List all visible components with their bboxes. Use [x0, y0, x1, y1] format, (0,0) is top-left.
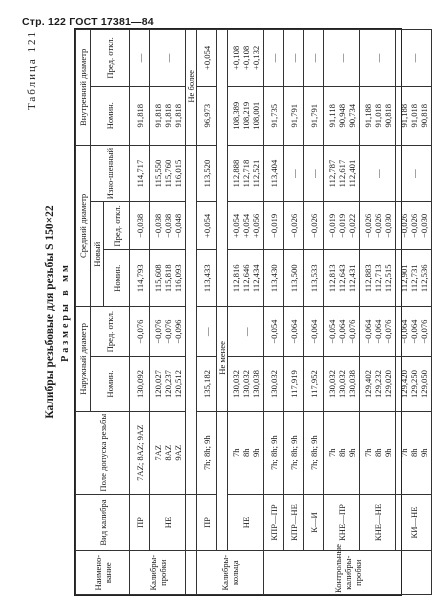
- outer-deviation: −0,054: [264, 307, 284, 357]
- table-row: [324, 30, 360, 595]
- middle-worn: 113,404: [264, 145, 284, 202]
- middle-worn: —: [396, 145, 432, 202]
- middle-deviation: −0,019: [264, 202, 284, 250]
- blank-cell: [217, 30, 228, 307]
- middle-worn: 114,717: [130, 145, 150, 202]
- middle-worn: —: [360, 145, 396, 202]
- outer-deviation: −0,076 −0,076 −0,096: [150, 307, 186, 357]
- inner-nominal: 91,735: [264, 86, 284, 145]
- table-row: [264, 30, 284, 595]
- table-row: [228, 30, 264, 595]
- table-body: [130, 30, 432, 595]
- tolerance-field: 7h 8h 9h: [228, 411, 264, 494]
- middle-nominal: 113,533: [304, 250, 324, 307]
- middle-nominal: 114,793: [130, 250, 150, 307]
- outer-deviation: —: [228, 307, 264, 357]
- tolerance-field: 7AZ 8AZ 9AZ: [150, 411, 186, 494]
- tolerance-field: 7h; 8h; 9h: [264, 411, 284, 494]
- not-more-label: Не более: [186, 30, 197, 146]
- table-row: [304, 30, 324, 595]
- tolerance-field: 7h 8h 9h: [360, 411, 396, 494]
- blank-cell: [186, 494, 197, 551]
- col-field-header: Поле допуска резьбы: [76, 411, 130, 494]
- inner-nominal: 91,818: [130, 86, 150, 145]
- middle-worn-header: Изно-шенный: [91, 145, 130, 202]
- rotated-page: [22, 28, 429, 596]
- col-outer-header: Наружный диаметр: [76, 307, 91, 412]
- col-name-header: Наимено-вание: [76, 551, 130, 595]
- page-header: Стр. 122 ГОСТ 17381—84: [22, 16, 154, 28]
- inner-deviation: —: [324, 30, 360, 87]
- header-row-1: [76, 30, 91, 595]
- outer-nominal: 130,092: [130, 357, 150, 412]
- plug-group-label: Калибры-пробки: [130, 551, 186, 595]
- middle-nom-header: Номин.: [104, 250, 130, 307]
- col-inner-header: Внутренний диаметр: [76, 30, 91, 146]
- middle-worn: 113,520: [197, 145, 217, 202]
- middle-nominal: 112,883 112,713 112,515: [360, 250, 396, 307]
- gauge-type: НЕ: [150, 494, 186, 551]
- middle-worn: 112,888 112,718 112,521: [228, 145, 264, 202]
- middle-nominal: 113,433: [197, 250, 217, 307]
- tolerance-field: 7h; 8h; 9h: [304, 411, 324, 494]
- outer-deviation: −0,064 −0,064 −0,076: [360, 307, 396, 357]
- inner-dev-header: Пред. откл.: [91, 30, 130, 87]
- inner-nominal: 91,118 90,948 90,734: [324, 86, 360, 145]
- sub-header-row: [217, 30, 228, 595]
- outer-deviation: −0,054 −0,064 −0,076: [324, 307, 360, 357]
- outer-nominal: 130,032 130,032 130,038: [228, 357, 264, 412]
- middle-deviation: −0,026 −0,026 −0,030: [360, 202, 396, 250]
- table-row: [150, 30, 186, 595]
- outer-nominal: 129,420 129,250 129,050: [396, 357, 432, 412]
- middle-nominal: 113,430: [264, 250, 284, 307]
- inner-deviation: —: [396, 30, 432, 87]
- middle-deviation: +0,054: [197, 202, 217, 250]
- gauge-type: К—И: [304, 494, 324, 551]
- table-row: [360, 30, 396, 595]
- tolerance-field: 7h; 8h; 9h: [284, 411, 304, 494]
- gauge-type: ПР: [197, 494, 217, 551]
- gauge-type: КПР—ПР: [264, 494, 284, 551]
- middle-nominal: 112,813 112,643 112,431: [324, 250, 360, 307]
- middle-nominal: 112,816 112,646 112,434: [228, 250, 264, 307]
- gauge-type: НЕ: [228, 494, 264, 551]
- middle-deviation: −0,026: [304, 202, 324, 250]
- blank-cell: [186, 551, 197, 595]
- table-subtitle: Размеры в мм: [60, 262, 71, 362]
- gauge-type: ПР: [130, 494, 150, 551]
- middle-nominal: 113,500: [284, 250, 304, 307]
- middle-worn: —: [304, 145, 324, 202]
- middle-deviation: +0,054 +0,054 +0,056: [228, 202, 264, 250]
- outer-deviation: −0,064 −0,064 −0,076: [396, 307, 432, 357]
- inner-deviation: +0,054: [197, 30, 217, 87]
- inner-deviation: —: [284, 30, 304, 87]
- blank-cell: [186, 145, 197, 494]
- outer-nominal: 135,182: [197, 357, 217, 412]
- inner-deviation: —: [264, 30, 284, 87]
- table-row: [197, 30, 217, 595]
- inner-deviation: +0,108 +0,108 +0,132: [228, 30, 264, 87]
- data-table: [75, 29, 432, 595]
- outer-nominal: 130,032 130,032 130,038: [324, 357, 360, 412]
- col-middle-header: Средний диаметр: [76, 145, 91, 306]
- ring-group-label: Калибры-кольца: [197, 551, 264, 595]
- blank-cell: [217, 411, 228, 551]
- control-group-label: Контрольные калибры-пробки: [264, 551, 432, 595]
- middle-nominal: 112,901 112,731 112,536: [396, 250, 432, 307]
- inner-nominal: 91,188 91,018 90,818: [360, 86, 396, 145]
- table-row: [130, 30, 150, 595]
- table-title: Калибры резьбовые для резьбы S 150×22: [44, 205, 56, 419]
- inner-deviation: —: [130, 30, 150, 87]
- inner-deviation: —: [150, 30, 186, 87]
- table-row: [396, 30, 432, 595]
- middle-deviation: −0,026: [284, 202, 304, 250]
- gauge-table: [74, 28, 429, 596]
- inner-deviation: —: [304, 30, 324, 87]
- outer-nom-header: Номин.: [91, 357, 130, 412]
- outer-deviation: —: [197, 307, 217, 357]
- gauge-type: КПР—НЕ: [284, 494, 304, 551]
- middle-deviation: −0,019 −0,019 −0,022: [324, 202, 360, 250]
- inner-nominal: 108,389 108,219 108,001: [228, 86, 264, 145]
- outer-deviation: −0,076: [130, 307, 150, 357]
- gauge-type: КНЕ—НЕ: [360, 494, 396, 551]
- tolerance-field: 7AZ; 8AZ; 9AZ: [130, 411, 150, 494]
- middle-worn: —: [284, 145, 304, 202]
- middle-nominal: 115,608 115,818 116,093: [150, 250, 186, 307]
- middle-dev-header: Пред. откл.: [104, 202, 130, 250]
- inner-nominal: 96,973: [197, 86, 217, 145]
- middle-worn: 112,787 112,617 112,401: [324, 145, 360, 202]
- gauge-type: КНЕ—ПР: [324, 494, 360, 551]
- tolerance-field: 7h; 8h; 9h: [197, 411, 217, 494]
- middle-deviation: −0,038: [130, 202, 150, 250]
- table-row: [284, 30, 304, 595]
- outer-nominal: 129,402 129,232 129,020: [360, 357, 396, 412]
- middle-deviation: −0,026 −0,026 −0,030: [396, 202, 432, 250]
- middle-worn: 115,550 115,760 116,015: [150, 145, 186, 202]
- not-less-label: Не менее: [217, 307, 228, 412]
- inner-nominal: 91,791: [284, 86, 304, 145]
- outer-nominal: 130,032: [264, 357, 284, 412]
- inner-nom-header: Номин.: [91, 86, 130, 145]
- col-type-header: Вид калибра: [76, 494, 130, 551]
- tolerance-field: 7h 8h 9h: [324, 411, 360, 494]
- outer-deviation: −0,064: [284, 307, 304, 357]
- middle-new-header: Новый: [91, 202, 104, 307]
- inner-nominal: 91,818 91,818 91,818: [150, 86, 186, 145]
- outer-nominal: 120,027 120,237 120,512: [150, 357, 186, 412]
- table-number: Таблица 121: [26, 30, 38, 111]
- inner-nominal: 91,188 91,018 90,818: [396, 86, 432, 145]
- inner-deviation: —: [360, 30, 396, 87]
- outer-nominal: 117,952: [304, 357, 324, 412]
- sub-header-row: [186, 30, 197, 595]
- outer-dev-header: Пред. откл.: [91, 307, 130, 357]
- gauge-type: КИ—НЕ: [396, 494, 432, 551]
- tolerance-field: 7h 8h 9h: [396, 411, 432, 494]
- outer-nominal: 117,919: [284, 357, 304, 412]
- outer-deviation: −0,064: [304, 307, 324, 357]
- middle-deviation: −0,038 −0,038 −0,048: [150, 202, 186, 250]
- inner-nominal: 91,791: [304, 86, 324, 145]
